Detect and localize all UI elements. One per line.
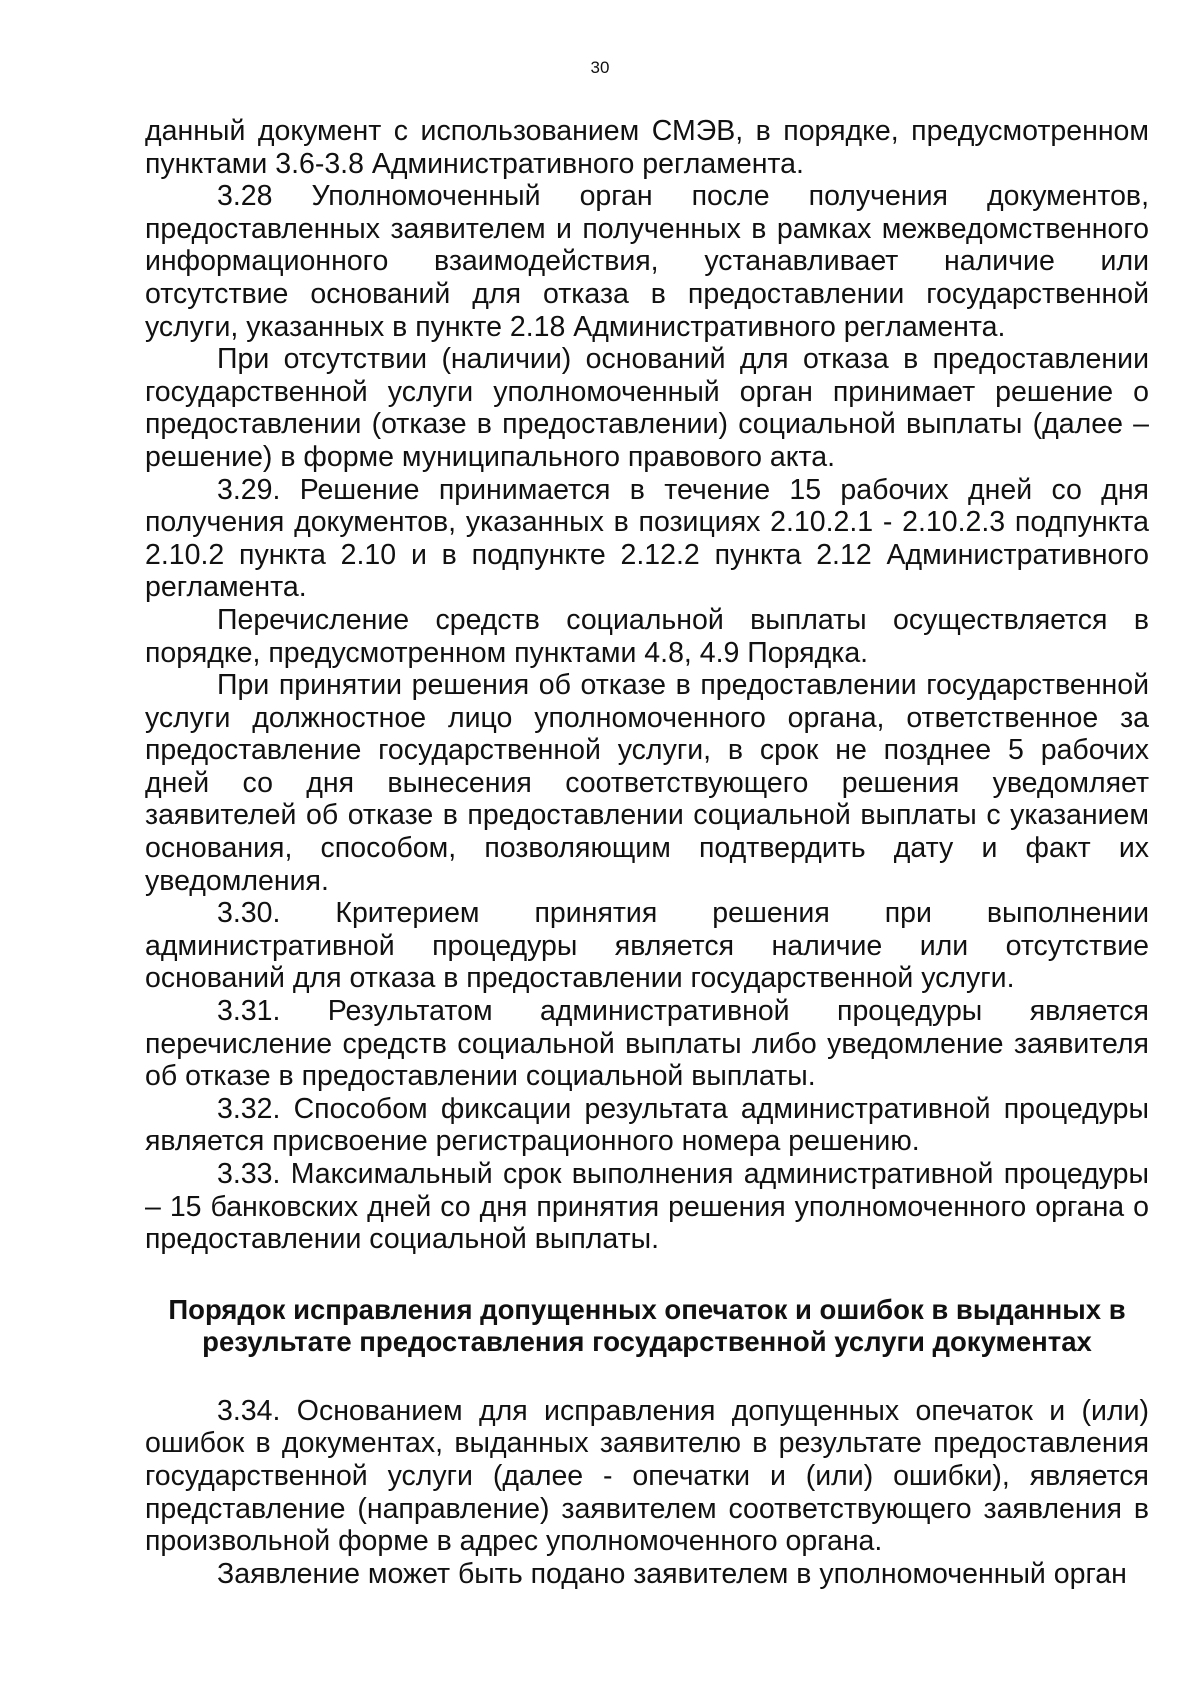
paragraph-3-33: 3.33. Максимальный срок выполнения административной процедуры – 15 банковских дней со дня принятия решения уполномоченного органа о предоставлении социальной выплаты. (145, 1158, 1149, 1256)
section-heading: Порядок исправления допущенных опечаток и ошибок в выданных в результате предоставления государственной услуги документах (168, 1293, 1126, 1358)
paragraph-3-32: 3.32. Способом фиксации результата административной процедуры является присвоение регистрационного номера решению. (145, 1092, 1149, 1158)
paragraph-payment-transfer: Перечисление средств социальной выплаты осуществляется в порядке, предусмотренном пунктами 4.8, 4.9 Порядка. (145, 603, 1149, 669)
paragraph-refusal-notice: При принятии решения об отказе в предоставлении государственной услуги должностное лицо уполномоченного органа, ответственное за предоставление государственной услуги, в срок не позднее 5 рабочих дней со дня вынесения соответствующего решения уведомляет заявителей об отказе в предоставлении социальной выплаты с указанием основания, способом, позволяющим подтвердить дату и факт их уведомления. (145, 669, 1149, 897)
paragraph-3-31: 3.31. Результатом административной процедуры является перечисление средств социальной выплаты либо уведомление заявителя об отказе в предоставлении социальной выплаты. (145, 995, 1149, 1093)
paragraph-3-28: 3.28 Уполномоченный орган после получения документов, предоставленных заявителем и полученных в рамках межведомственного информационного взаимодействия, устанавливает наличие или отсутствие оснований для отказа в предоставлении государственной услуги, указанных в пункте 2.18 Административного регламента. (145, 180, 1149, 343)
document-body (145, 115, 1149, 1590)
paragraph-application-submission: Заявление может быть подано заявителем в уполномоченный орган (217, 1557, 1127, 1590)
paragraph-3-34: 3.34. Основанием для исправления допущенных опечаток и (или) ошибок в документах, выданных заявителю в результате предоставления государственной услуги (далее - опечатки и (или) ошибки), является представление (направление) заявителем соответствующего заявления в произвольной форме в адрес уполномоченного органа. (145, 1394, 1149, 1558)
page-number: 30 (590, 58, 610, 77)
paragraph-decision-grounds: При отсутствии (наличии) оснований для отказа в предоставлении государственной услуги уполномоченный орган принимает решение о предоставлении (отказе в предоставлении) социальной выплаты (далее – решение) в форме муниципального правового акта. (145, 343, 1149, 473)
paragraph-3-30: 3.30. Критерием принятия решения при выполнении административной процедуры является наличие или отсутствие оснований для отказа в предоставлении государственной услуги. (145, 897, 1149, 995)
paragraph-continuation: данный документ с использованием СМЭВ, в порядке, предусмотренном пунктами 3.6-3.8 Административного регламента. (145, 115, 1149, 180)
paragraph-3-29: 3.29. Решение принимается в течение 15 рабочих дней со дня получения документов, указанных в позициях 2.10.2.1 - 2.10.2.3 подпункта 2.10.2 пункта 2.10 и в подпункте 2.12.2 пункта 2.12 Административного регламента. (145, 473, 1149, 604)
